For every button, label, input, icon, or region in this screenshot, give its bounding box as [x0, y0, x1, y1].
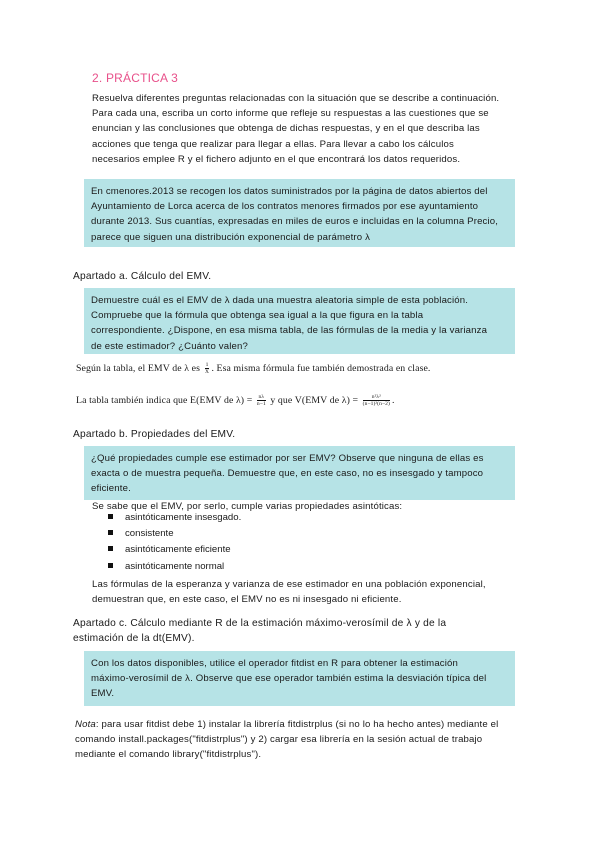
list-item	[108, 512, 241, 523]
answer-1-text: Según la tabla, el EMV de λ es	[76, 362, 201, 374]
part-a-box-line: de este estimador? ¿Cuánto valen?	[91, 340, 248, 352]
part-b-heading: Apartado b. Propiedades del EMV.	[73, 429, 236, 440]
part-c-heading-line: Apartado c. Cálculo mediante R de la estimación máximo-verosímil de λ y de la	[73, 618, 447, 629]
bullet-icon	[108, 563, 113, 568]
intro-paragraph	[92, 91, 499, 167]
variance-numerator: n²λ²	[363, 394, 390, 401]
part-a-box-line: Compruebe que la fórmula que obtenga sea igual a la que figura en la tabla	[91, 310, 424, 322]
expectation-denominator: n−1	[256, 401, 266, 407]
section-title: 2. PRÁCTICA 3	[92, 71, 178, 85]
context-line: Ayuntamiento de Lorca acerca de los contratos menores firmados por ese ayuntamiento	[91, 201, 479, 213]
context-line: durante 2013. Sus cuantías, expresadas en miles de euros e incluidas en la columna Precio,	[91, 216, 499, 228]
intro-line: Resuelva diferentes preguntas relacionadas con la situación que se describe a continuación.	[92, 93, 500, 104]
list-item-text: consistente	[125, 528, 174, 539]
note-line: mediante el comando library("fitdistrplus").	[75, 749, 262, 761]
part-b-box-line: exacta o de muestra pequeña. Demuestre que, en este caso, no es insesgado y tampoco	[91, 468, 484, 480]
part-b-box-line: ¿Qué propiedades cumple ese estimador por ser EMV? Observe que ninguna de ellas es	[91, 453, 484, 464]
part-c-box	[84, 651, 515, 706]
note-label: Nota	[75, 719, 96, 730]
note-paragraph	[75, 717, 498, 763]
list-item	[108, 544, 231, 555]
variance-formula	[363, 394, 390, 407]
part-c-box-line: Con los datos disponibles, utilice el operador fitdist en R para obtener la estimación	[91, 658, 459, 669]
part-a-box	[84, 288, 515, 354]
context-line: parece que siguen una distribución exponencial de parámetro λ	[91, 231, 371, 243]
conclusion-line: demuestran que, en este caso, el EMV no es ni insesgado ni eficiente.	[92, 594, 402, 606]
part-b-lead: Se sabe que el EMV, por serlo, cumple varias propiedades asintóticas:	[92, 501, 403, 512]
part-a-answer-1	[76, 362, 430, 375]
list-item-text: asintóticamente normal	[125, 561, 225, 572]
part-a-box-line: correspondiente. ¿Dispone, en esa misma tabla, de las fórmulas de la media y la varianza	[91, 325, 488, 337]
part-c-heading	[73, 616, 446, 646]
answer-2-text-mid: y que V(EMV de λ) =	[270, 394, 359, 406]
emv-formula-denominator: X̄	[204, 369, 210, 375]
answer-2-text-end: .	[391, 394, 395, 406]
list-item-text: asintóticamente eficiente	[125, 544, 231, 555]
intro-line: enuncian y las conclusiones que obtenga de dichas respuestas, y en el que describa las	[92, 123, 480, 135]
part-a-heading: Apartado a. Cálculo del EMV.	[73, 271, 212, 282]
expectation-numerator: nλ	[258, 394, 265, 400]
note-line	[75, 717, 498, 732]
emv-formula	[205, 362, 210, 375]
expectation-formula	[257, 394, 266, 407]
part-a-answer-2	[76, 394, 395, 407]
bullet-icon	[108, 514, 113, 519]
part-b-box	[84, 446, 515, 500]
part-a-box-line: Demuestre cuál es el EMV de λ dada una muestra aleatoria simple de esta población.	[91, 295, 469, 306]
answer-2-text: La tabla también indica que E(EMV de λ) =	[76, 394, 253, 406]
conclusion-line: Las fórmulas de la esperanza y varianza de ese estimador en una población exponencial,	[92, 579, 486, 590]
part-c-heading-line: estimación de la dt(EMV).	[73, 633, 195, 644]
intro-line: necesarios emplee R y el fichero adjunto en el que encontrará los datos requeridos.	[92, 153, 461, 165]
list-item-text: asintóticamente insesgado.	[125, 512, 242, 523]
intro-line: acciones que tenga que realizar para llegar a ellas. Para llevar a cabo los cálculos	[92, 138, 454, 150]
intro-line: Para cada una, escriba un corto informe que refleje su respuestas a las cuestiones que se	[92, 108, 489, 120]
answer-1-text-end: . Esa misma fórmula fue también demostrada en clase.	[211, 362, 431, 374]
emv-formula-numerator: 1	[205, 362, 209, 368]
part-b-conclusion	[92, 577, 486, 607]
note-line: comando install.packages("fitdistrplus") y 2) cargar esa librería en la sesión actual de trabajo	[75, 734, 483, 746]
part-c-box-line: EMV.	[91, 688, 115, 700]
context-line: En cmenores.2013 se recogen los datos suministrados por la página de datos abiertos del	[91, 186, 488, 197]
part-c-box-line: máximo-verosímil de λ. Observe que ese operador también estima la desviación típica del	[91, 673, 487, 685]
list-item	[108, 528, 174, 539]
note-text: : para usar fitdist debe 1) instalar la librería fitdistrplus (si no lo ha hecho antes) mediante el	[95, 719, 499, 730]
bullet-icon	[108, 546, 113, 551]
context-box	[84, 179, 515, 247]
part-b-box-line: eficiente.	[91, 483, 131, 495]
variance-denominator: (n−1)²(n−2)	[362, 401, 390, 407]
bullet-icon	[108, 530, 113, 535]
list-item	[108, 561, 224, 572]
